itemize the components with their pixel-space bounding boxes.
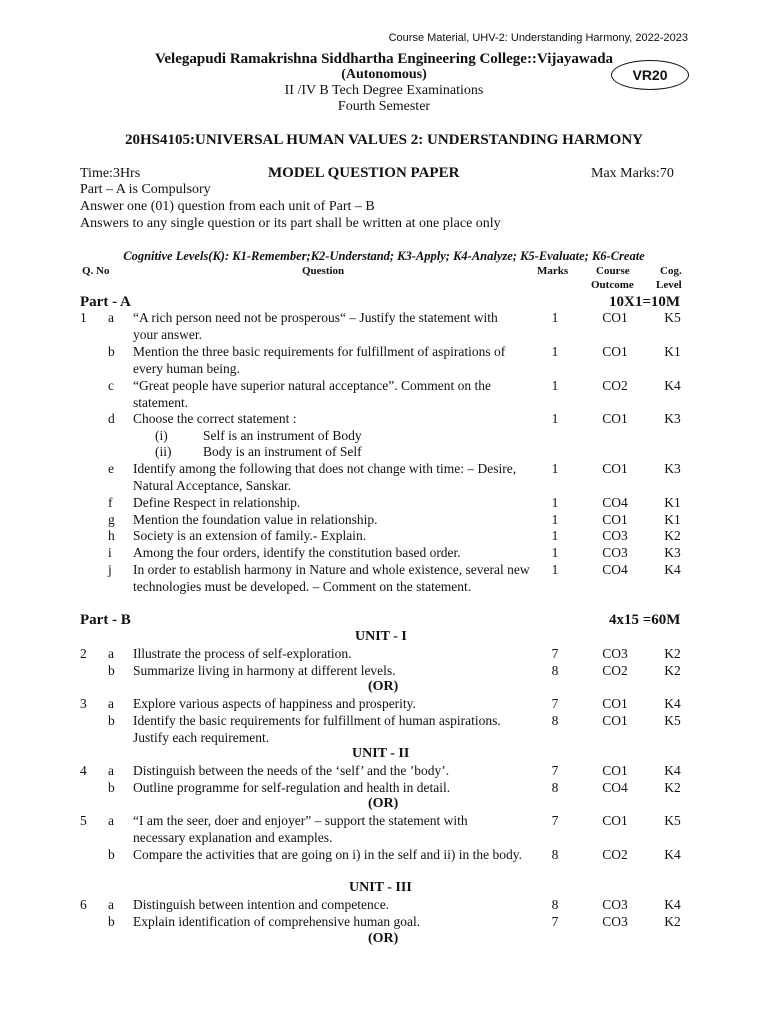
question-text: Summarize living in harmony at different levels. bbox=[133, 663, 396, 678]
college-name: Velegapudi Ramakrishna Siddhartha Engineering College::Vijayawada bbox=[154, 51, 614, 67]
question-co: CO1 bbox=[602, 696, 628, 711]
question-text: Define Respect in relationship. bbox=[133, 495, 301, 510]
question-marks: 8 bbox=[551, 663, 559, 678]
question-k: K3 bbox=[664, 545, 681, 560]
question-text: Identify among the following that does not change with time: – Desire, Natural Acceptance, Sanskar. bbox=[133, 461, 517, 493]
question-marks: 1 bbox=[551, 310, 559, 325]
question-letter: c bbox=[108, 378, 114, 393]
question-letter: i bbox=[108, 545, 112, 560]
header-question: Question bbox=[302, 265, 345, 277]
header-outcome: Outcome bbox=[591, 279, 634, 291]
question-text: In order to establish harmony in Nature and whole existence, several new technologies must be developed. – Comment on the statement. bbox=[133, 562, 530, 594]
question-k: K2 bbox=[664, 528, 681, 543]
semester: Fourth Semester bbox=[337, 99, 431, 114]
question-letter: h bbox=[108, 528, 115, 543]
question-marks: 1 bbox=[551, 495, 559, 510]
question-k: K3 bbox=[664, 461, 681, 476]
question-letter: a bbox=[108, 763, 114, 778]
question-text: Choose the correct statement : bbox=[133, 411, 297, 426]
question-text: Among the four orders, identify the constitution based order. bbox=[133, 545, 461, 560]
question-marks: 1 bbox=[551, 562, 559, 577]
question-marks: 1 bbox=[551, 411, 559, 426]
question-co: CO1 bbox=[602, 713, 628, 728]
question-marks: 1 bbox=[551, 545, 559, 560]
question-k: K1 bbox=[664, 344, 681, 359]
question-text: “Great people have superior natural acceptance”. Comment on the statement. bbox=[133, 378, 491, 410]
question-marks: 7 bbox=[551, 763, 559, 778]
option-ii: (ii) Body is an instrument of Self bbox=[155, 444, 362, 459]
unit-1-heading: UNIT - I bbox=[355, 629, 407, 644]
question-k: K4 bbox=[664, 562, 681, 577]
question-number: 6 bbox=[80, 897, 87, 912]
question-number: 2 bbox=[80, 646, 87, 661]
question-k: K2 bbox=[664, 663, 681, 678]
question-k: K1 bbox=[664, 495, 681, 510]
question-text: Society is an extension of family.- Explain. bbox=[133, 528, 367, 543]
cognitive-levels: Cognitive Levels(K): K1-Remember;K2-Understand; K3-Apply; K4-Analyze; K5-Evaluate; K6-Create bbox=[123, 249, 645, 263]
question-k: K4 bbox=[664, 378, 681, 393]
question-marks: 1 bbox=[551, 378, 559, 393]
question-text: Illustrate the process of self-exploration. bbox=[133, 646, 352, 661]
part-a-marks: 10X1=10M bbox=[609, 294, 681, 310]
question-co: CO2 bbox=[602, 663, 628, 678]
question-co: CO1 bbox=[602, 461, 628, 476]
part-b-title: Part - B bbox=[80, 612, 131, 628]
autonomous-label: (Autonomous) bbox=[341, 67, 427, 82]
header-course: Course bbox=[596, 265, 630, 277]
question-letter: a bbox=[108, 897, 114, 912]
question-text: “I am the seer, doer and enjoyer” – support the statement with necessary explanation and examples. bbox=[133, 813, 468, 845]
question-text: Distinguish between intention and competence. bbox=[133, 897, 390, 912]
regulation-badge: VR20 bbox=[611, 60, 689, 90]
question-letter: a bbox=[108, 696, 114, 711]
unit-2-heading: UNIT - II bbox=[352, 746, 410, 761]
question-letter: a bbox=[108, 646, 114, 661]
question-co: CO3 bbox=[602, 545, 628, 560]
instruction-2: Answer one (01) question from each unit of Part – B bbox=[80, 199, 375, 214]
question-letter: b bbox=[108, 663, 115, 678]
question-text: Explain identification of comprehensive human goal. bbox=[133, 914, 421, 929]
part-a-title: Part - A bbox=[80, 294, 131, 310]
question-marks: 1 bbox=[551, 344, 559, 359]
or-separator: (OR) bbox=[368, 931, 399, 946]
question-letter: a bbox=[108, 813, 114, 828]
question-text: Mention the three basic requirements for fulfillment of aspirations of every human being. bbox=[133, 344, 506, 376]
question-letter: b bbox=[108, 344, 115, 359]
question-marks: 8 bbox=[551, 780, 559, 795]
question-letter: g bbox=[108, 512, 115, 527]
header-cog: Cog. bbox=[660, 265, 682, 277]
max-marks: Max Marks:70 bbox=[591, 166, 674, 181]
question-text: Distinguish between the needs of the ‘self’ and the ’body’. bbox=[133, 763, 450, 778]
question-co: CO1 bbox=[602, 411, 628, 426]
question-letter: b bbox=[108, 713, 115, 728]
option-i: (i) Self is an instrument of Body bbox=[155, 427, 362, 443]
question-letter: d bbox=[108, 411, 115, 426]
question-co: CO1 bbox=[602, 813, 628, 828]
question-k: K3 bbox=[664, 411, 681, 426]
question-letter: b bbox=[108, 780, 115, 795]
question-co: CO3 bbox=[602, 646, 628, 661]
question-text: Identify the basic requirements for fulfillment of human aspirations. Justify each requirement. bbox=[133, 713, 501, 745]
question-marks: 1 bbox=[551, 461, 559, 476]
question-k: K2 bbox=[664, 914, 681, 929]
question-letter: e bbox=[108, 461, 114, 476]
header-marks: Marks bbox=[537, 265, 569, 277]
question-marks: 7 bbox=[551, 914, 559, 929]
question-k: K4 bbox=[664, 847, 681, 862]
instruction-3: Answers to any single question or its part shall be written at one place only bbox=[80, 216, 501, 231]
question-co: CO2 bbox=[602, 378, 628, 393]
instruction-1: Part – A is Compulsory bbox=[80, 182, 211, 197]
question-co: CO1 bbox=[602, 310, 628, 325]
question-letter: f bbox=[108, 495, 113, 510]
question-number: 3 bbox=[80, 696, 87, 711]
question-marks: 1 bbox=[551, 528, 559, 543]
question-k: K4 bbox=[664, 696, 681, 711]
question-text: Explore various aspects of happiness and prosperity. bbox=[133, 696, 416, 711]
exam-title: II /IV B Tech Degree Examinations bbox=[284, 83, 484, 98]
question-co: CO2 bbox=[602, 847, 628, 862]
question-co: CO1 bbox=[602, 763, 628, 778]
question-letter: b bbox=[108, 914, 115, 929]
question-co: CO3 bbox=[602, 528, 628, 543]
part-b-marks: 4x15 =60M bbox=[609, 612, 681, 628]
header-qno: Q. No bbox=[82, 265, 110, 277]
question-marks: 7 bbox=[551, 646, 559, 661]
question-text: Mention the foundation value in relationship. bbox=[133, 512, 378, 527]
unit-3-heading: UNIT - III bbox=[349, 880, 412, 895]
question-text: “A rich person need not be prosperous“ – Justify the statement with your answer. bbox=[133, 310, 498, 342]
question-co: CO1 bbox=[602, 344, 628, 359]
paper-title: MODEL QUESTION PAPER bbox=[268, 165, 460, 181]
or-separator: (OR) bbox=[368, 796, 399, 811]
question-k: K2 bbox=[664, 646, 681, 661]
question-k: K5 bbox=[664, 310, 681, 325]
subject-title: 20HS4105:UNIVERSAL HUMAN VALUES 2: UNDERSTANDING HARMONY bbox=[125, 132, 643, 148]
question-marks: 8 bbox=[551, 713, 559, 728]
question-k: K2 bbox=[664, 780, 681, 795]
question-marks: 7 bbox=[551, 813, 559, 828]
question-marks: 7 bbox=[551, 696, 559, 711]
or-separator: (OR) bbox=[368, 679, 399, 694]
question-k: K5 bbox=[664, 813, 681, 828]
question-marks: 8 bbox=[551, 897, 559, 912]
question-number: 5 bbox=[80, 813, 87, 828]
question-co: CO3 bbox=[602, 914, 628, 929]
question-k: K1 bbox=[664, 512, 681, 527]
question-text: Outline programme for self-regulation and health in detail. bbox=[133, 780, 451, 795]
question-number: 4 bbox=[80, 763, 87, 778]
question-letter: b bbox=[108, 847, 115, 862]
question-marks: 8 bbox=[551, 847, 559, 862]
question-co: CO1 bbox=[602, 512, 628, 527]
question-k: K4 bbox=[664, 763, 681, 778]
course-note: Course Material, UHV-2: Understanding Harmony, 2022-2023 bbox=[388, 32, 688, 44]
question-marks: 1 bbox=[551, 512, 559, 527]
question-co: CO4 bbox=[602, 780, 628, 795]
time-label: Time:3Hrs bbox=[80, 166, 141, 181]
question-k: K4 bbox=[664, 897, 681, 912]
question-letter: a bbox=[108, 310, 114, 325]
question-number: 1 bbox=[80, 310, 87, 325]
question-text: Compare the activities that are going on i) in the self and ii) in the body. bbox=[133, 847, 523, 862]
question-k: K5 bbox=[664, 713, 681, 728]
question-text-block bbox=[133, 411, 523, 461]
question-letter: j bbox=[108, 562, 112, 577]
question-co: CO4 bbox=[602, 495, 628, 510]
question-co: CO3 bbox=[602, 897, 628, 912]
header-level: Level bbox=[656, 279, 682, 291]
question-co: CO4 bbox=[602, 562, 628, 577]
